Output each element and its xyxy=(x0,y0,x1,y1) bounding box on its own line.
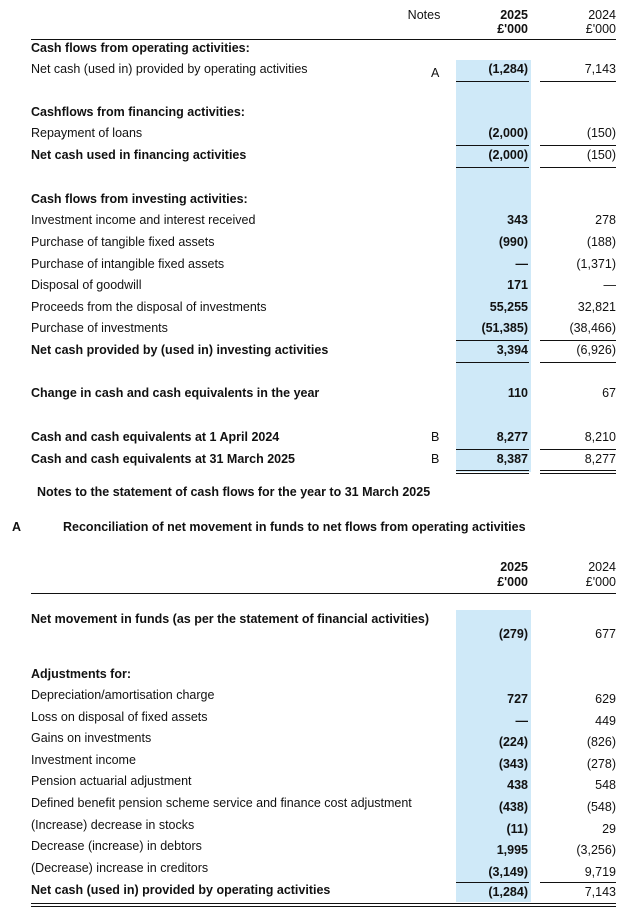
cash-double-rule-2025 xyxy=(456,470,529,474)
cash-opening-label: Cash and cash equivalents at 1 April 2024 xyxy=(31,430,280,444)
investing-total-rule-2024 xyxy=(540,362,616,363)
header-rule xyxy=(31,39,616,40)
investing-row-label: Proceeds from the disposal of investments xyxy=(31,300,267,314)
recon-row-value-2024: (826) xyxy=(586,735,616,749)
recon-row-value-2025: 1,995 xyxy=(496,843,528,857)
financing-total-rule-2024 xyxy=(540,167,616,168)
recon-title: Reconciliation of net movement in funds to net flows from operating activities xyxy=(63,520,526,534)
recon-total-double-rule xyxy=(31,903,616,907)
change-value-2024: 67 xyxy=(602,386,616,400)
investing-total-value-2024: (6,926) xyxy=(576,343,616,357)
cash-rule-2024 xyxy=(540,449,616,450)
recon-net-movement-label: Net movement in funds (as per the statement of financial activities) xyxy=(31,612,430,626)
investing-total-label: Net cash provided by (used in) investing activities xyxy=(31,343,329,357)
cash-opening-value-2025: 8,277 xyxy=(496,430,528,444)
recon-row-value-2024: 449 xyxy=(595,714,616,728)
financing-row-value-2024: (150) xyxy=(586,126,616,140)
investing-row-value-2024: (1,371) xyxy=(576,257,616,271)
operating-value-2025: (1,284) xyxy=(488,62,528,76)
recon-row-value-2025: 438 xyxy=(507,778,528,792)
investing-row-value-2025: (990) xyxy=(498,235,528,249)
recon-col-2025-unit: £'000 xyxy=(497,575,528,589)
recon-row-value-2024: 548 xyxy=(595,778,616,792)
recon-row-label: (Increase) decrease in stocks xyxy=(31,818,195,832)
recon-row-value-2025: — xyxy=(515,714,528,728)
recon-row-label: Investment income xyxy=(31,753,136,767)
recon-row-value-2024: (3,256) xyxy=(576,843,616,857)
investing-row-label: Purchase of intangible fixed assets xyxy=(31,257,225,271)
investing-row-label: Purchase of investments xyxy=(31,321,168,335)
recon-row-value-2025: (224) xyxy=(498,735,528,749)
col-2024-header: 2024 xyxy=(588,8,616,22)
financing-row-label: Repayment of loans xyxy=(31,126,143,140)
recon-row-value-2025: (438) xyxy=(498,800,528,814)
recon-adjustments-heading: Adjustments for: xyxy=(31,667,131,681)
cash-closing-value-2025: 8,387 xyxy=(496,452,528,466)
recon-rule-2024 xyxy=(540,882,616,883)
cash-double-rule-2024 xyxy=(540,470,616,474)
investing-row-label: Purchase of tangible fixed assets xyxy=(31,235,215,249)
recon-net-movement-value-2024: 677 xyxy=(595,627,616,641)
recon-net-movement-value-2025: (279) xyxy=(498,627,528,641)
financing-total-value-2024: (150) xyxy=(586,148,616,162)
recon-row-label: Decrease (increase) in debtors xyxy=(31,839,202,853)
financing-total-value-2025: (2,000) xyxy=(488,148,528,162)
recon-row-value-2024: 9,719 xyxy=(584,865,616,879)
investing-row-value-2024: (38,466) xyxy=(569,321,616,335)
investing-row-value-2025: 171 xyxy=(507,278,528,292)
operating-note-ref: A xyxy=(431,66,440,80)
recon-total-value-2025: (1,284) xyxy=(488,885,528,899)
cash-opening-note: B xyxy=(431,430,440,444)
recon-row-value-2025: 727 xyxy=(507,692,528,706)
change-value-2025: 110 xyxy=(507,386,528,400)
recon-row-label: (Decrease) increase in creditors xyxy=(31,861,209,875)
investing-row-value-2025: 343 xyxy=(507,213,528,227)
investing-row-label: Investment income and interest received xyxy=(31,213,256,227)
financing-rule-2024 xyxy=(540,145,616,146)
col-2024-unit: £'000 xyxy=(585,22,616,36)
investing-total-value-2025: 3,394 xyxy=(496,343,528,357)
recon-row-label: Pension actuarial adjustment xyxy=(31,774,192,788)
operating-value-2024: 7,143 xyxy=(584,62,616,76)
investing-row-value-2024: — xyxy=(603,278,616,292)
col-2025-header: 2025 xyxy=(500,8,528,22)
operating-net-cash-label: Net cash (used in) provided by operating activities xyxy=(31,62,308,76)
financing-row-value-2025: (2,000) xyxy=(488,126,528,140)
notes-title: Notes to the statement of cash flows for the year to 31 March 2025 xyxy=(37,485,431,499)
investing-row-value-2025: 55,255 xyxy=(489,300,528,314)
investing-rule-2025 xyxy=(456,340,529,341)
cash-opening-value-2024: 8,210 xyxy=(584,430,616,444)
investing-rule-2024 xyxy=(540,340,616,341)
recon-row-label: Defined benefit pension scheme service and finance cost adjustment xyxy=(31,796,412,810)
recon-row-value-2025: (11) xyxy=(506,822,528,836)
financing-rule-2025 xyxy=(456,145,529,146)
recon-row-value-2024: (548) xyxy=(586,800,616,814)
operating-heading: Cash flows from operating activities: xyxy=(31,41,250,55)
notes-header: Notes xyxy=(407,8,441,22)
cash-closing-label: Cash and cash equivalents at 31 March 2025 xyxy=(31,452,296,466)
investing-row-value-2024: (188) xyxy=(586,235,616,249)
change-label: Change in cash and cash equivalents in the year xyxy=(31,386,320,400)
cash-rule-2025 xyxy=(456,449,529,450)
recon-col-2024-header: 2024 xyxy=(588,560,616,574)
recon-total-value-2024: 7,143 xyxy=(584,885,616,899)
recon-col-2024-unit: £'000 xyxy=(585,575,616,589)
investing-heading: Cash flows from investing activities: xyxy=(31,192,248,206)
operating-rule-2025 xyxy=(456,81,529,82)
recon-col-2025-header: 2025 xyxy=(500,560,528,574)
recon-row-value-2025: (3,149) xyxy=(488,865,528,879)
financing-heading: Cashflows from financing activities: xyxy=(31,105,245,119)
investing-row-value-2025: (51,385) xyxy=(481,321,528,335)
operating-rule-2024 xyxy=(540,81,616,82)
investing-total-rule-2025 xyxy=(456,362,529,363)
investing-row-value-2025: — xyxy=(515,257,528,271)
financing-total-label: Net cash used in financing activities xyxy=(31,148,247,162)
recon-row-value-2025: (343) xyxy=(498,757,528,771)
recon-row-label: Gains on investments xyxy=(31,731,152,745)
recon-total-label: Net cash (used in) provided by operating activities xyxy=(31,883,331,897)
recon-row-value-2024: 629 xyxy=(595,692,616,706)
recon-letter: A xyxy=(12,520,22,534)
recon-row-value-2024: 29 xyxy=(602,822,616,836)
highlight-2025-column-bottom xyxy=(456,610,531,902)
investing-row-value-2024: 278 xyxy=(595,213,616,227)
cash-closing-note: B xyxy=(431,452,440,466)
recon-rule-2025 xyxy=(456,882,529,883)
investing-row-label: Disposal of goodwill xyxy=(31,278,142,292)
investing-row-value-2024: 32,821 xyxy=(577,300,616,314)
financing-total-rule-2025 xyxy=(456,167,529,168)
recon-row-label: Loss on disposal of fixed assets xyxy=(31,710,208,724)
recon-header-rule xyxy=(31,593,616,594)
cash-closing-value-2024: 8,277 xyxy=(584,452,616,466)
col-2025-unit: £'000 xyxy=(497,22,528,36)
recon-row-value-2024: (278) xyxy=(586,757,616,771)
recon-row-label: Depreciation/amortisation charge xyxy=(31,688,215,702)
